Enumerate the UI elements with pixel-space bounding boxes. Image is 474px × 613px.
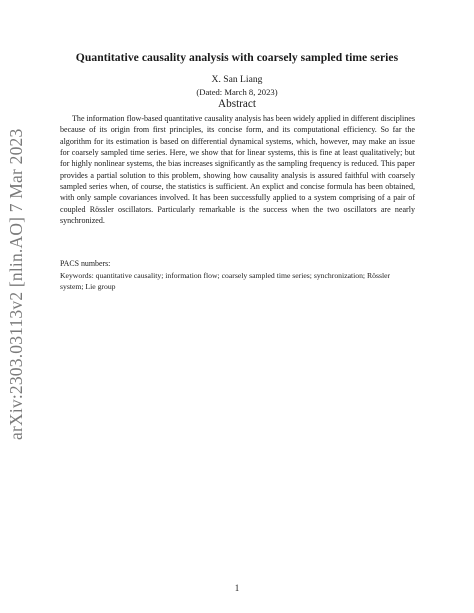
date-line: (Dated: March 8, 2023) (196, 87, 278, 97)
keywords: Keywords: quantitative causality; information flow; coarsely sampled time series; synchronization; Rössler system; Lie group (60, 271, 391, 291)
page-number: 1 (234, 583, 240, 593)
author-name: X. San Liang (211, 74, 263, 85)
paper-title: Quantitative causality analysis with coarsely sampled time series (75, 51, 399, 64)
arxiv-identifier: arXiv:2303.03113v2 [nlin.AO] 7 Mar 2023 (6, 128, 26, 440)
abstract-heading: Abstract (218, 98, 256, 110)
abstract-text: The information flow-based quantitative causality analysis has been widely applied in different disciplines because of its origin from first principles, its concise form, and its computational efficiency. So far the algorithm for its estimation is based on differential dynamical systems, which, however, may make an issue for coarsely sampled time series. Here, we show that for linear systems, this is fine at least qualitatively; but for highly nonlinear systems, the bias increases significantly as the sampling frequency is reduced. This paper provides a partial solution to this problem, showing how causality analysis is assured faithful with coarsely sampled series when, of course, the statistics is sufficient. An explict and concise formula has been obtained, with only sample covariances involved. It has been successfully applied to a system comprising of a pair of coupled Rössler oscillators. Particularly remarkable is the success when the two oscillators are nearly synchronized. (60, 114, 415, 226)
pacs-numbers: PACS numbers: (60, 259, 111, 268)
